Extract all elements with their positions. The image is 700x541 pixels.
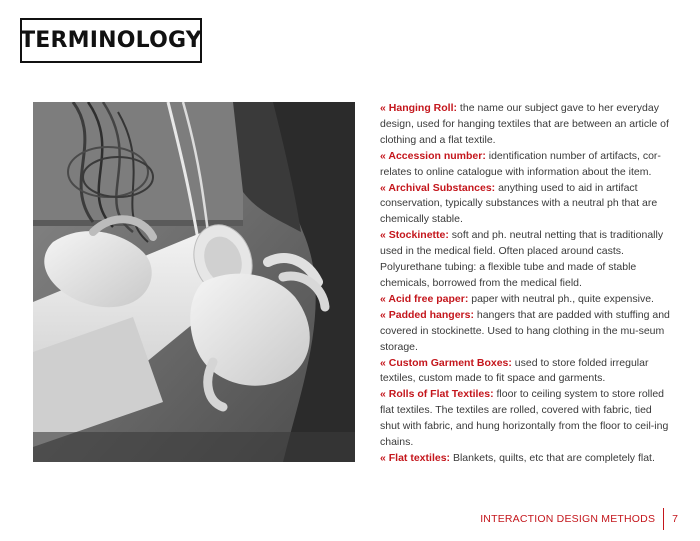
glossary-definition: floor to ceiling system to store rolled flat textiles. The textiles are rolled, covered with fabric, tied shut with fabric, and hung horizontally from the floor to ceil-ing chains.: [380, 388, 669, 449]
footer-divider: [663, 508, 664, 530]
glossary-item: [380, 387, 670, 451]
glossary-term: « Padded hangers:: [380, 308, 474, 321]
glossary-term: « Hanging Roll:: [380, 102, 458, 114]
glossary-term: « Rolls of Flat Textiles:: [380, 388, 494, 401]
glossary-definition: Blankets, quilts, etc that are completely flat.: [450, 451, 655, 464]
glossary-item: [380, 149, 670, 181]
page-number: 7: [672, 513, 678, 525]
footer-section-label: INTERACTION DESIGN METHODS: [480, 513, 656, 525]
glossary-term: « Accession number:: [380, 149, 486, 162]
page-title: TERMINOLOGY: [20, 28, 202, 53]
glossary-term: « Stockinette:: [380, 229, 449, 242]
glossary-definition: hangers that are padded with stuffing and covered in stockinette. Used to hang clothing in the mu-seum storage.: [380, 308, 670, 353]
photo: [33, 102, 355, 462]
glossary-item: [380, 101, 670, 149]
page-footer: [480, 508, 678, 530]
title-box: [20, 18, 202, 63]
glossary-item: [380, 181, 670, 229]
glossary-term: « Archival Substances:: [380, 181, 496, 194]
glossary-list: [380, 101, 670, 467]
glossary-item: [380, 356, 670, 388]
glossary-definition: anything used to aid in artifact conservation, typically substances with a neutral ph that are chemically stable.: [380, 181, 658, 226]
glossary-item: [380, 292, 670, 308]
glossary-item: [380, 308, 670, 356]
glossary-term: « Acid free paper:: [380, 292, 469, 305]
glossary-item: [380, 228, 670, 292]
glossary-definition: paper with neutral ph., quite expensive.: [468, 292, 654, 305]
glossary-definition: used to store folded irregular textiles, custom made to fit space and garments.: [380, 356, 649, 385]
glossary-term: « Flat textiles:: [380, 451, 451, 464]
photo-illustration: [33, 102, 355, 462]
glossary-item: [380, 451, 670, 467]
glossary-definition: identification number of artifacts, cor-relates to online catalogue with information about the item.: [380, 149, 661, 178]
glossary-definition: soft and ph. neutral netting that is traditionally used in the medical field. Often placed around casts. Polyurethane tubing: a flexible tube and made of stable chemicals, borrowed from the medical field.: [380, 229, 664, 289]
glossary-term: « Custom Garment Boxes:: [380, 356, 512, 369]
glossary-definition: the name our subject gave to her everyday design, used for hanging textiles that are between an article of clothing and a flat textile.: [380, 102, 669, 146]
